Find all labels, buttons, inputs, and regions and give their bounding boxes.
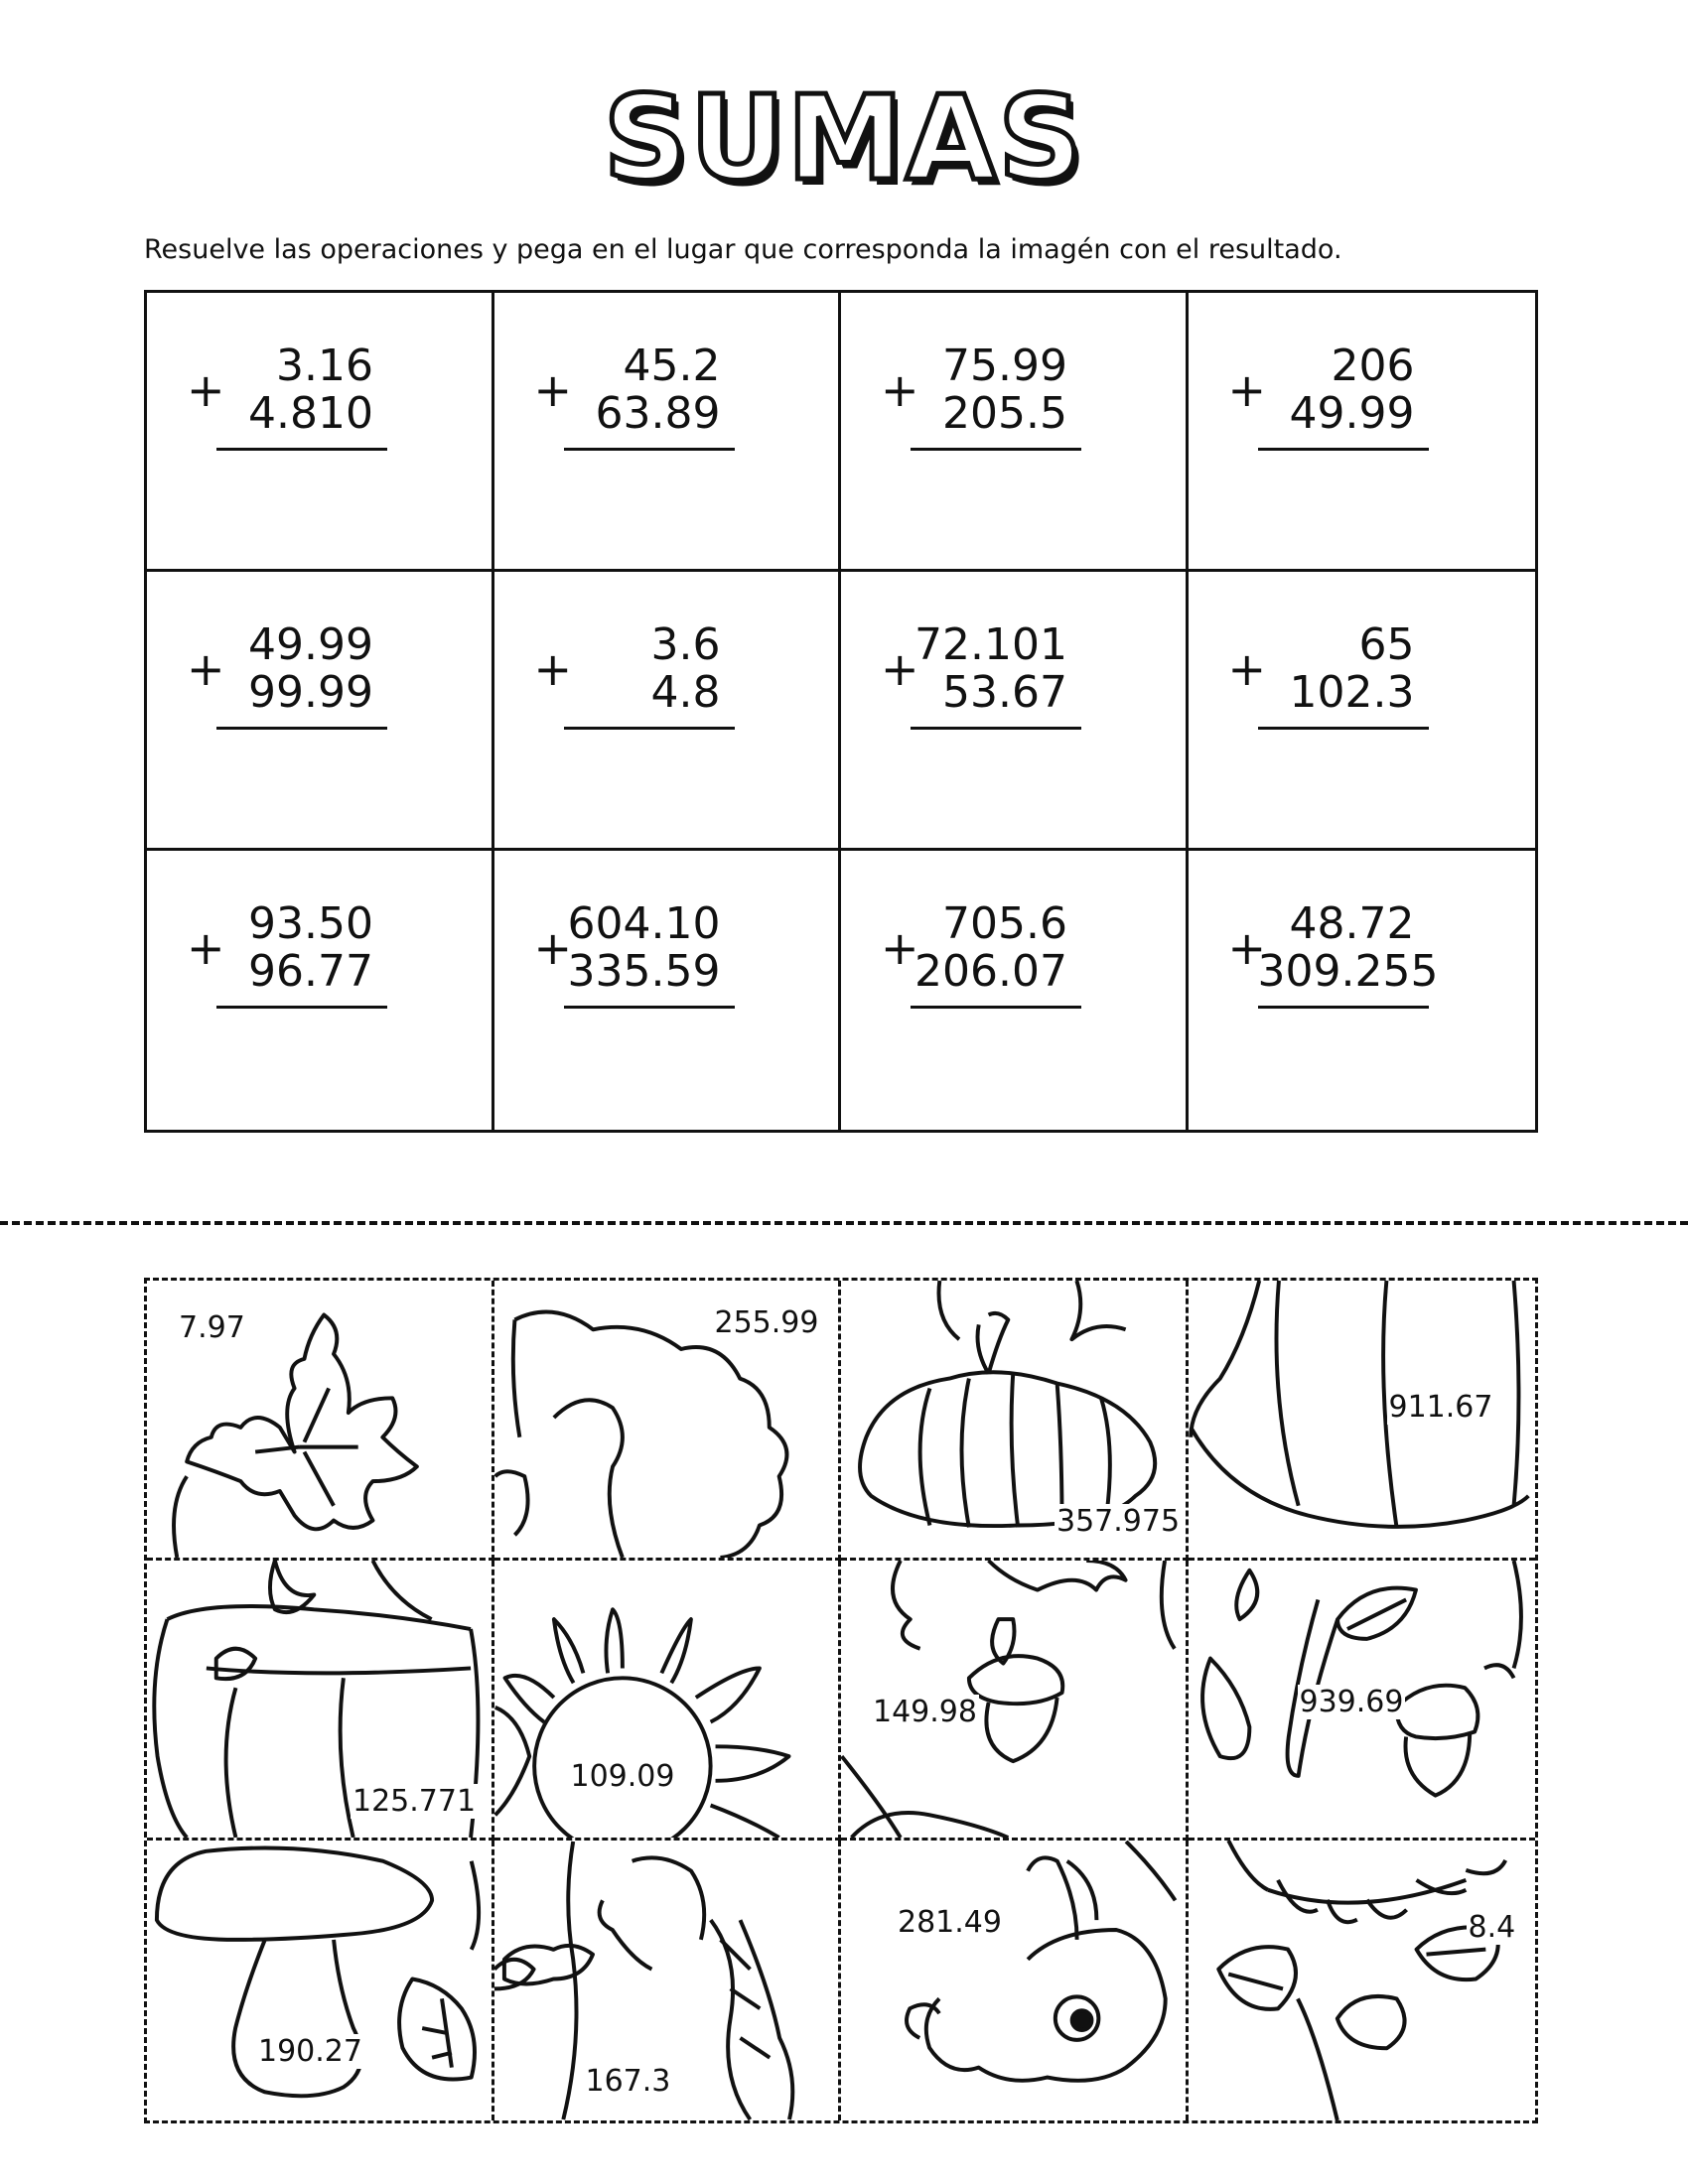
puzzle-piece[interactable] [1189, 1841, 1536, 2120]
addend-bottom: 309.255 [1257, 946, 1439, 997]
page-title: SUMAS [603, 69, 1085, 206]
addend-bottom: 63.89 [595, 388, 721, 439]
puzzle-piece[interactable] [841, 1561, 1189, 1841]
addend-bottom: 335.59 [567, 946, 721, 997]
operations-grid [144, 290, 1538, 1133]
addition-problem [187, 619, 387, 718]
plus-sign: + [533, 921, 573, 975]
addend-bottom: 49.99 [1289, 388, 1415, 439]
problem-cell [494, 851, 842, 1130]
puzzle-piece[interactable] [147, 1841, 494, 2120]
sum-line [216, 727, 387, 730]
plus-sign: + [1227, 642, 1267, 696]
plus-sign: + [1227, 363, 1267, 417]
addend-top: 604.10 [567, 898, 721, 949]
answer-label: 190.27 [258, 2034, 362, 2069]
problem-cell [841, 572, 1189, 851]
puzzle-piece[interactable] [494, 1561, 842, 1841]
problem-cell [147, 293, 494, 572]
problem-cell [841, 851, 1189, 1130]
plus-sign: + [1227, 921, 1267, 975]
sum-line [564, 448, 735, 451]
addend-top: 3.16 [276, 341, 373, 391]
addition-problem [881, 898, 1081, 997]
addition-problem [881, 341, 1081, 439]
problem-cell [494, 572, 842, 851]
addend-bottom: 205.5 [942, 388, 1067, 439]
addend-top: 206 [1331, 341, 1415, 391]
addend-bottom: 206.07 [914, 946, 1067, 997]
picture-puzzle [144, 1278, 1538, 2123]
sum-line [911, 727, 1081, 730]
sum-line [1258, 448, 1429, 451]
addend-top: 45.2 [623, 341, 721, 391]
addition-problem [881, 619, 1081, 718]
addition-problem [533, 341, 735, 439]
addend-top: 3.6 [650, 619, 721, 670]
puzzle-piece[interactable] [1189, 1281, 1536, 1561]
sum-line [564, 1006, 735, 1009]
addition-problem [533, 898, 735, 997]
addend-bottom: 4.810 [248, 388, 373, 439]
puzzle-piece[interactable] [494, 1281, 842, 1561]
answer-label: 357.975 [1056, 1504, 1181, 1539]
answer-label: 281.49 [898, 1905, 1002, 1940]
addend-top: 49.99 [248, 619, 373, 670]
answer-label: 125.771 [352, 1784, 477, 1819]
plus-sign: + [187, 642, 225, 696]
plus-sign: + [533, 363, 573, 417]
addend-bottom: 99.99 [248, 667, 373, 718]
answer-label: 255.99 [714, 1305, 819, 1340]
plus-sign: + [187, 363, 225, 417]
cut-line [0, 1221, 1688, 1225]
sum-line [564, 727, 735, 730]
plus-sign: + [881, 642, 919, 696]
answer-label: 149.98 [873, 1695, 977, 1729]
sum-line [1258, 1006, 1429, 1009]
puzzle-piece[interactable] [841, 1281, 1189, 1561]
addend-top: 65 [1358, 619, 1415, 670]
problem-cell [1189, 851, 1536, 1130]
plus-sign: + [881, 921, 919, 975]
answer-label: 8.4 [1468, 1910, 1516, 1945]
mushroom-drawing [147, 1841, 492, 2120]
squirrel-face-drawing [841, 1841, 1186, 2120]
sum-line [911, 448, 1081, 451]
plus-sign: + [881, 363, 919, 417]
problem-cell [147, 851, 494, 1130]
answer-label: 167.3 [585, 2064, 671, 2099]
answer-label: 939.69 [1299, 1685, 1404, 1719]
plus-sign: + [533, 642, 573, 696]
puzzle-piece[interactable] [841, 1841, 1189, 2120]
puzzle-piece[interactable] [147, 1561, 494, 1841]
addition-problem [1227, 619, 1429, 718]
addend-top: 75.99 [942, 341, 1067, 391]
addend-top: 705.6 [942, 898, 1067, 949]
addend-top: 93.50 [248, 898, 373, 949]
addition-problem [1227, 898, 1439, 997]
answer-label: 7.97 [179, 1310, 245, 1345]
problem-cell [494, 293, 842, 572]
addition-problem [1227, 341, 1429, 439]
addend-top: 72.101 [914, 619, 1067, 670]
answer-label: 911.67 [1388, 1390, 1493, 1425]
addend-bottom: 102.3 [1289, 667, 1415, 718]
problem-cell [841, 293, 1189, 572]
sum-line [216, 448, 387, 451]
problem-cell [1189, 293, 1536, 572]
plus-sign: + [187, 921, 225, 975]
addition-problem [187, 341, 387, 439]
addend-bottom: 96.77 [248, 946, 373, 997]
addition-problem [187, 898, 387, 997]
sum-line [1258, 727, 1429, 730]
sunflower-drawing [494, 1561, 839, 1838]
addend-bottom: 4.8 [650, 667, 721, 718]
puzzle-piece[interactable] [494, 1841, 842, 2120]
addend-bottom: 53.67 [942, 667, 1067, 718]
puzzle-piece[interactable] [1189, 1561, 1536, 1841]
problem-cell [147, 572, 494, 851]
instructions: Resuelve las operaciones y pega en el lugar que corresponda la imagén con el resultado. [144, 234, 1342, 265]
sum-line [911, 1006, 1081, 1009]
addend-top: 48.72 [1289, 898, 1415, 949]
answer-label: 109.09 [570, 1759, 675, 1794]
problem-cell [1189, 572, 1536, 851]
sum-line [216, 1006, 387, 1009]
addition-problem [533, 619, 735, 718]
sunflower-leaves-drawing [1189, 1841, 1536, 2120]
puzzle-piece[interactable] [147, 1281, 494, 1561]
